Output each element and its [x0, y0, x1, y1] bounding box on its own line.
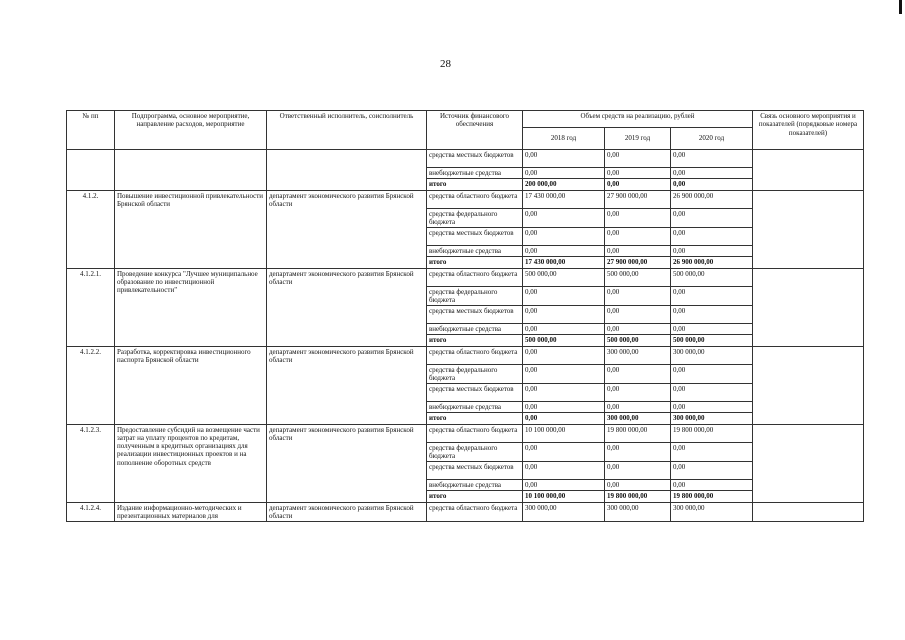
src-cell: средства местных бюджетов — [427, 150, 523, 168]
row-name: Издание информационно-методических и презентационных материалов для — [115, 502, 267, 522]
row-link — [753, 150, 864, 191]
table-row — [67, 502, 864, 522]
value-2020: 0,00 — [671, 402, 753, 413]
value-2019: 0,00 — [605, 246, 671, 257]
src-cell: внебюджетные средства — [427, 246, 523, 257]
table-row — [67, 424, 864, 442]
value-2019: 27 900 000,00 — [605, 190, 671, 208]
value-2020: 19 800 000,00 — [671, 491, 753, 502]
table-row — [67, 268, 864, 286]
value-2020: 0,00 — [671, 246, 753, 257]
value-2019: 500 000,00 — [605, 335, 671, 346]
budget-table — [66, 110, 864, 522]
value-2018: 10 100 000,00 — [523, 424, 605, 442]
value-2019: 0,00 — [605, 324, 671, 335]
src-cell: итого — [427, 335, 523, 346]
src-cell: средства областного бюджета — [427, 502, 523, 522]
value-2020: 0,00 — [671, 150, 753, 168]
header-2018: 2018 год — [523, 128, 605, 150]
value-2019: 500 000,00 — [605, 268, 671, 286]
value-2018: 500 000,00 — [523, 268, 605, 286]
value-2020: 500 000,00 — [671, 335, 753, 346]
value-2018: 500 000,00 — [523, 335, 605, 346]
value-2019: 0,00 — [605, 480, 671, 491]
value-2018: 0,00 — [523, 462, 605, 480]
value-2018: 0,00 — [523, 208, 605, 228]
value-2018: 0,00 — [523, 324, 605, 335]
value-2019: 0,00 — [605, 306, 671, 324]
src-cell: средства областного бюджета — [427, 190, 523, 208]
value-2018: 0,00 — [523, 286, 605, 306]
value-2020: 26 900 000,00 — [671, 190, 753, 208]
value-2018: 0,00 — [523, 384, 605, 402]
src-cell: итого — [427, 179, 523, 190]
value-2019: 0,00 — [605, 442, 671, 462]
src-cell: средства местных бюджетов — [427, 306, 523, 324]
value-2018: 0,00 — [523, 306, 605, 324]
value-2020: 500 000,00 — [671, 268, 753, 286]
value-2018: 17 430 000,00 — [523, 190, 605, 208]
src-cell: внебюджетные средства — [427, 480, 523, 491]
table-body — [67, 150, 864, 522]
value-2020: 0,00 — [671, 168, 753, 179]
value-2019: 19 800 000,00 — [605, 424, 671, 442]
src-cell: средства федерального бюджета — [427, 442, 523, 462]
src-cell: внебюджетные средства — [427, 168, 523, 179]
header-source: Источник финансового обеспечения — [427, 111, 523, 150]
row-link — [753, 268, 864, 346]
row-link — [753, 424, 864, 502]
row-link — [753, 190, 864, 268]
row-name: Предоставление субсидий на возмещение части затрат на уплату процентов по кредитам, полученным в кредитных организациях для реализации инвестиционных проектов и на пополнение оборотных средств — [115, 424, 267, 502]
header-num: № пп — [67, 111, 115, 150]
value-2020: 0,00 — [671, 208, 753, 228]
src-cell: средства федерального бюджета — [427, 208, 523, 228]
value-2019: 0,00 — [605, 364, 671, 384]
header-2020: 2020 год — [671, 128, 753, 150]
src-cell: средства местных бюджетов — [427, 228, 523, 246]
value-2018: 0,00 — [523, 442, 605, 462]
header-subprogram: Подпрограмма, основное мероприятие, направление расходов, мероприятие — [115, 111, 267, 150]
value-2018: 0,00 — [523, 364, 605, 384]
src-cell: средства местных бюджетов — [427, 384, 523, 402]
value-2019: 0,00 — [605, 402, 671, 413]
value-2019: 0,00 — [605, 150, 671, 168]
value-2019: 0,00 — [605, 179, 671, 190]
table-row — [67, 150, 864, 168]
row-link — [753, 502, 864, 522]
header-link: Связь основного мероприятия и показателей (порядковые номера показателей) — [753, 111, 864, 150]
value-2018: 10 100 000,00 — [523, 491, 605, 502]
value-2019: 300 000,00 — [605, 346, 671, 364]
value-2019: 19 800 000,00 — [605, 491, 671, 502]
value-2018: 0,00 — [523, 150, 605, 168]
value-2020: 300 000,00 — [671, 413, 753, 424]
value-2019: 0,00 — [605, 286, 671, 306]
row-number — [67, 150, 115, 191]
value-2020: 0,00 — [671, 364, 753, 384]
value-2019: 0,00 — [605, 384, 671, 402]
value-2020: 0,00 — [671, 324, 753, 335]
row-executor: департамент экономического развития Брянской области — [267, 502, 427, 522]
src-cell: итого — [427, 491, 523, 502]
value-2018: 0,00 — [523, 168, 605, 179]
value-2019: 0,00 — [605, 168, 671, 179]
value-2020: 0,00 — [671, 306, 753, 324]
value-2018: 0,00 — [523, 228, 605, 246]
row-name — [115, 150, 267, 191]
value-2020: 0,00 — [671, 442, 753, 462]
value-2019: 0,00 — [605, 208, 671, 228]
value-2018: 0,00 — [523, 402, 605, 413]
row-executor: департамент экономического развития Брянской области — [267, 268, 427, 346]
value-2020: 0,00 — [671, 228, 753, 246]
value-2020: 0,00 — [671, 179, 753, 190]
src-cell: средства федерального бюджета — [427, 364, 523, 384]
value-2018: 300 000,00 — [523, 502, 605, 522]
src-cell: итого — [427, 413, 523, 424]
value-2020: 300 000,00 — [671, 502, 753, 522]
value-2018: 200 000,00 — [523, 179, 605, 190]
src-cell: итого — [427, 257, 523, 268]
src-cell: средства областного бюджета — [427, 424, 523, 442]
value-2019: 300 000,00 — [605, 502, 671, 522]
src-cell: внебюджетные средства — [427, 402, 523, 413]
header-volume: Объем средств на реализацию, рублей — [523, 111, 753, 128]
src-cell: средства местных бюджетов — [427, 462, 523, 480]
src-cell: внебюджетные средства — [427, 324, 523, 335]
row-executor: департамент экономического развития Брянской области — [267, 424, 427, 502]
value-2018: 0,00 — [523, 413, 605, 424]
value-2018: 17 430 000,00 — [523, 257, 605, 268]
table-row — [67, 190, 864, 208]
row-number: 4.1.2.3. — [67, 424, 115, 502]
value-2018: 0,00 — [523, 480, 605, 491]
row-name: Повышение инвестиционной привлекательности Брянской области — [115, 190, 267, 268]
row-executor: департамент экономического развития Брянской области — [267, 346, 427, 424]
value-2020: 0,00 — [671, 384, 753, 402]
value-2020: 0,00 — [671, 286, 753, 306]
value-2019: 27 900 000,00 — [605, 257, 671, 268]
row-number: 4.1.2.2. — [67, 346, 115, 424]
row-link — [753, 346, 864, 424]
value-2019: 0,00 — [605, 462, 671, 480]
value-2020: 300 000,00 — [671, 346, 753, 364]
value-2020: 26 900 000,00 — [671, 257, 753, 268]
table-row — [67, 346, 864, 364]
row-number: 4.1.2. — [67, 190, 115, 268]
value-2018: 0,00 — [523, 246, 605, 257]
row-executor — [267, 150, 427, 191]
row-name: Разработка, корректировка инвестиционного паспорта Брянской области — [115, 346, 267, 424]
value-2019: 0,00 — [605, 228, 671, 246]
header-executor: Ответственный исполнитель, соисполнитель — [267, 111, 427, 150]
header-2019: 2019 год — [605, 128, 671, 150]
src-cell: средства областного бюджета — [427, 268, 523, 286]
edge-mark — [899, 0, 902, 14]
value-2020: 0,00 — [671, 480, 753, 491]
value-2019: 300 000,00 — [605, 413, 671, 424]
value-2020: 19 800 000,00 — [671, 424, 753, 442]
row-number: 4.1.2.4. — [67, 502, 115, 522]
row-number: 4.1.2.1. — [67, 268, 115, 346]
src-cell: средства федерального бюджета — [427, 286, 523, 306]
row-executor: департамент экономического развития Брянской области — [267, 190, 427, 268]
row-name: Проведение конкурса "Лучшее муниципальное образование по инвестиционной привлекательности" — [115, 268, 267, 346]
src-cell: средства областного бюджета — [427, 346, 523, 364]
page-number: 28 — [440, 58, 451, 70]
value-2020: 0,00 — [671, 462, 753, 480]
value-2018: 0,00 — [523, 346, 605, 364]
